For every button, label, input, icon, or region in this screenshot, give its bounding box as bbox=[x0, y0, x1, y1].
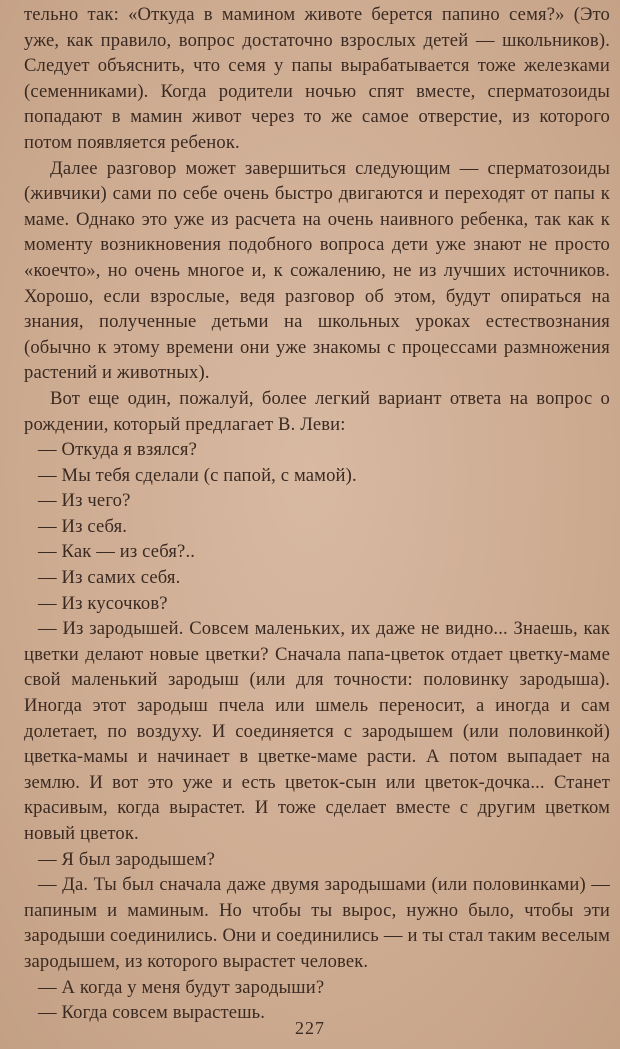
paragraph-3: Вот еще один, пожалуй, более легкий вариант ответа на вопрос о рождении, который предлагает В. Леви: bbox=[24, 387, 610, 435]
dialogue-line-1: — Откуда я взялся? bbox=[38, 439, 197, 461]
dialogue-line-10: — Да. Ты был сначала даже двумя зародышами (или половинками) — папиным и маминым. Но чтобы ты вырос, нужно было, чтобы эти зародыши соединились. Они и соединились — и ты стал таким веселым зародышем, из которого вырастет человек. bbox=[24, 874, 610, 972]
dialogue-line-2: — Мы тебя сделали (с папой, с мамой). bbox=[38, 464, 357, 486]
dialogue-line-3: — Из чего? bbox=[38, 490, 131, 512]
dialogue-line-8: — Из зародышей. Совсем маленьких, их даже не видно... Знаешь, как цветки делают новые цветки? Сначала папа-цветок отдает цветку-маме свой маленький зародыш (или для точности: половинку зародыша). Иногда этот зародыш пчела или шмель переносит, а иногда и сам долетает, по воздуху. И соединяется с зародышем (или половинкой) цветка-мамы и начинает в цветке-маме расти. А потом выпадает на землю. И вот это уже и есть цветок-сын или цветок-дочка... Станет красивым, когда вырастет. И тоже сделает вместе с другим цветком новый цветок. bbox=[24, 618, 610, 844]
page-number: 227 bbox=[295, 1018, 325, 1038]
dialogue-line-9: — Я был зародышем? bbox=[38, 848, 216, 870]
paragraph-2: Далее разговор может завершиться следующим — сперматозоиды (живчики) сами по себе очень быстро двигаются и переходят от папы к маме. Однако это уже из расчета на очень наивного ребенка, так как к моменту возникновения подобного вопроса дети уже знают не просто «коечто», но очень многое и, к сожалению, не из лучших источников. Хорошо, если взрослые, ведя разговор об этом, будут опираться на знания, полученные детьми на школьных уроках естествознания (обычно к этому времени они уже знакомы с процессами размножения растений и животных). bbox=[24, 157, 610, 384]
dialogue-line-7: — Из кусочков? bbox=[38, 592, 168, 614]
paragraph-1: тельно так: «Откуда в мамином животе берется папино семя?» (Это уже, как правило, вопрос достаточно взрослых детей — школьников). Следует объяснить, что семя у папы вырабатывается тоже железками (семенниками). Когда родители ночью спят вместе, сперматозоиды попадают в мамин живот через то же самое отверстие, из которого потом появляется ребенок. bbox=[24, 4, 610, 153]
dialogue-line-5: — Как — из себя?.. bbox=[38, 541, 196, 563]
dialogue-line-11: — А когда у меня будут зародыши? bbox=[38, 976, 325, 998]
dialogue-line-6: — Из самих себя. bbox=[38, 567, 181, 589]
dialogue-line-4: — Из себя. bbox=[38, 515, 128, 537]
dialogue-line-12: — Когда совсем вырастешь. bbox=[38, 1002, 266, 1024]
